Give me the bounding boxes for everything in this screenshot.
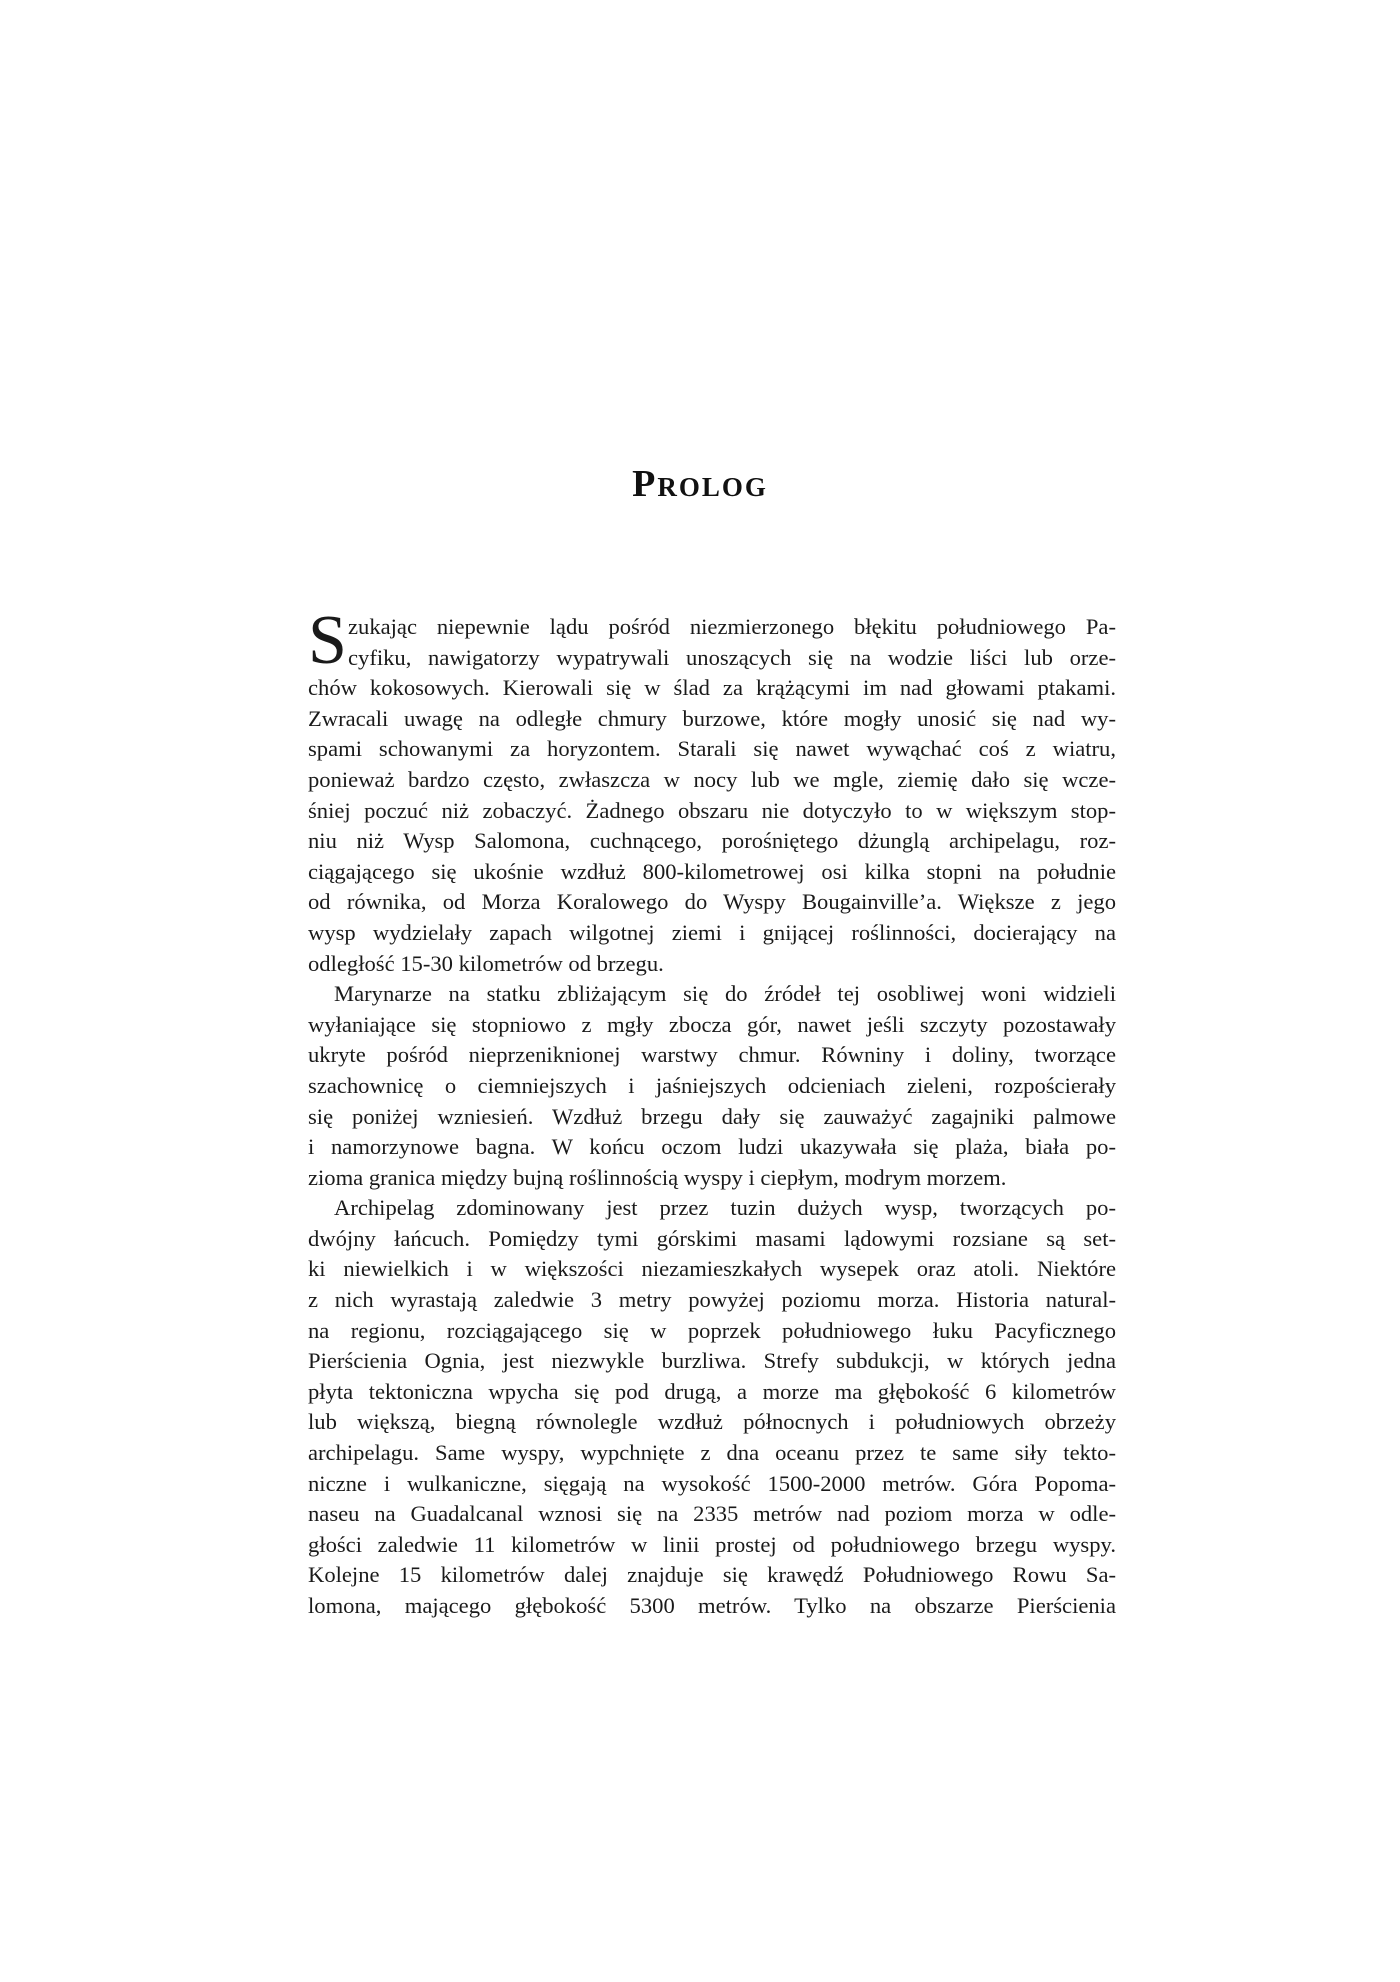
text-line: wyłaniające się stopniowo z mgły zbocza gór, nawet jeśli szczyty pozostawały: [308, 1011, 1116, 1037]
body-text: [308, 602, 1116, 1622]
text-line: ciągającego się ukośnie wzdłuż 800-kilometrowej osi kilka stopni na południe: [308, 858, 1116, 884]
text-line: szachownicę o ciemniejszych i jaśniejszych odcieniach zieleni, rozpościerały: [308, 1072, 1116, 1098]
text-line: spami schowanymi za horyzontem. Starali się nawet wywąchać coś z wiatru,: [308, 736, 1116, 762]
text-line: ki niewielkich i w większości niezamieszkałych wysepek oraz atoli. Niektóre: [308, 1256, 1116, 1282]
text-line: lub większą, biegną równolegle wzdłuż północnych i południowych obrzeży: [308, 1409, 1116, 1435]
text-line: zukając niepewnie lądu pośród niezmierzonego błękitu południowego Pa-: [348, 614, 1116, 639]
text-line: odległość 15-30 kilometrów od brzegu.: [308, 950, 664, 976]
text-line: i namorzynowe bagna. W końcu oczom ludzi ukazywała się plaża, biała po-: [308, 1134, 1116, 1160]
text-line: na regionu, rozciągającego się w poprzek południowego łuku Pacyficznego: [308, 1317, 1116, 1343]
text-line: dwójny łańcuch. Pomiędzy tymi górskimi masami lądowymi rozsiane są set-: [308, 1225, 1116, 1251]
drop-cap: S: [308, 602, 347, 679]
text-line: cyfiku, nawigatorzy wypatrywali unoszących się na wodzie liści lub orze-: [348, 644, 1116, 670]
text-line: Pierścienia Ognia, jest niezwykle burzliwa. Strefy subdukcji, w których jedna: [308, 1348, 1116, 1374]
text-line: Zwracali uwagę na odległe chmury burzowe, które mogły unosić się nad wy-: [308, 705, 1116, 731]
text-line: ponieważ bardzo często, zwłaszcza w nocy lub we mgle, ziemię dało się wcze-: [308, 766, 1116, 792]
text-line: zioma granica między bujną roślinnością wyspy i ciepłym, modrym morzem.: [308, 1164, 1007, 1190]
text-line: śniej poczuć niż zobaczyć. Żadnego obszaru nie dotyczyło to w większym stop-: [308, 797, 1116, 823]
text-line: lomona, mającego głębokość 5300 metrów. Tylko na obszarze Pierścienia: [308, 1593, 1116, 1618]
text-line: Marynarze na statku zbliżającym się do źródeł tej osobliwej woni widzieli: [334, 981, 1116, 1007]
text-line: od równika, od Morza Koralowego do Wyspy Bougainville’a. Większe z jego: [308, 889, 1116, 915]
text-line: chów kokosowych. Kierowali się w ślad za krążącymi im nad głowami ptakami.: [308, 675, 1116, 701]
text-line: z nich wyrastają zaledwie 3 metry powyżej poziomu morza. Historia natural-: [308, 1287, 1116, 1313]
text-line: archipelagu. Same wyspy, wypchnięte z dna oceanu przez te same siły tekto-: [308, 1440, 1116, 1466]
text-line: niczne i wulkaniczne, sięgają na wysokość 1500-2000 metrów. Góra Popoma-: [308, 1470, 1116, 1496]
text-line: płyta tektoniczna wpycha się pod drugą, a morze ma głębokość 6 kilometrów: [308, 1378, 1116, 1404]
text-line: ukryte pośród nieprzeniknionej warstwy chmur. Równiny i doliny, tworzące: [308, 1042, 1116, 1068]
text-line: Archipelag zdominowany jest przez tuzin dużych wysp, tworzących po-: [334, 1195, 1116, 1221]
text-line: wysp wydzielały zapach wilgotnej ziemi i gnijącej roślinności, docierający na: [308, 919, 1116, 945]
text-line: głości zaledwie 11 kilometrów w linii prostej od południowego brzegu wyspy.: [308, 1531, 1116, 1557]
text-line: niu niż Wysp Salomona, cuchnącego, porośniętego dżunglą archipelagu, roz-: [308, 828, 1116, 854]
text-line: Kolejne 15 kilometrów dalej znajduje się krawędź Południowego Rowu Sa-: [308, 1562, 1116, 1588]
text-line: się poniżej wzniesień. Wzdłuż brzegu dały się zauważyć zagajniki palmowe: [308, 1103, 1116, 1129]
text-line: naseu na Guadalcanal wznosi się na 2335 metrów nad poziom morza w odle-: [308, 1501, 1116, 1527]
chapter-title: Prolog: [632, 463, 768, 505]
